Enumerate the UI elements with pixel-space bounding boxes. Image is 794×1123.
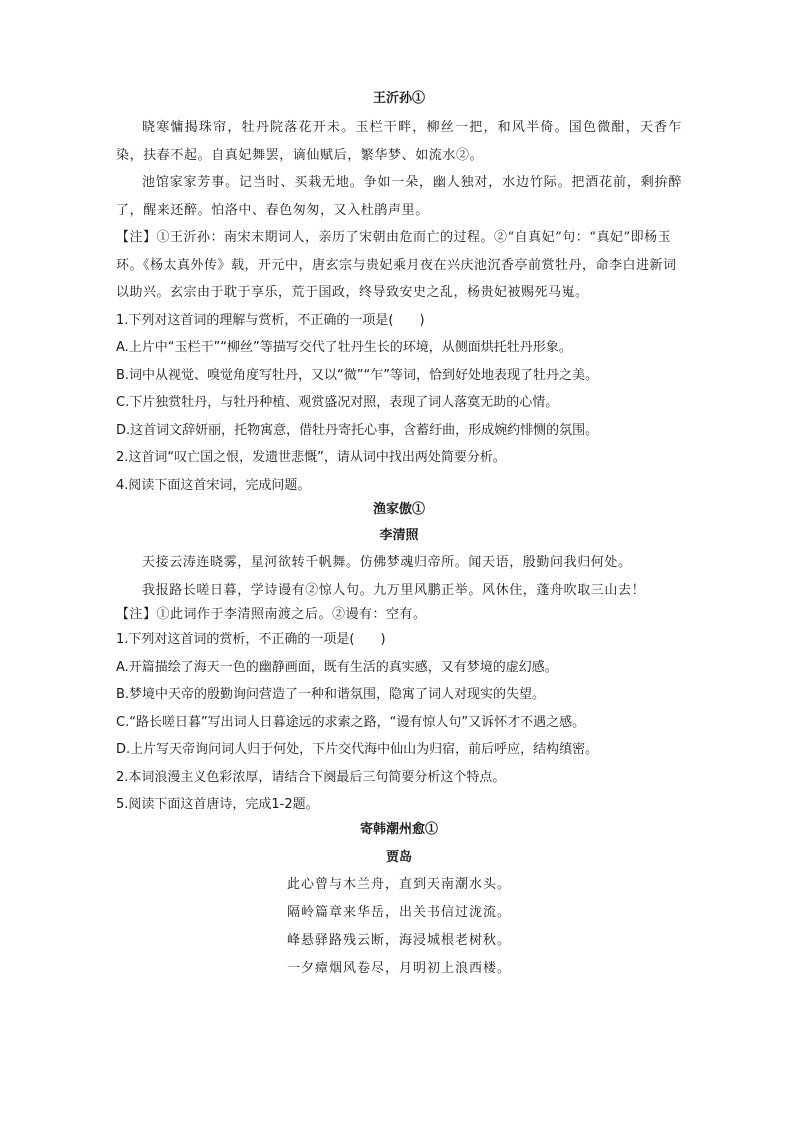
- option-d: D.这首词文辞妍丽，托物寓意，借牡丹寄托心事，含蓄纡曲，形成婉约悱恻的氛围。: [116, 422, 599, 438]
- section-intro: 5.阅读下面这首唐诗，完成1-2题。: [116, 797, 319, 812]
- poem3-line: 此心曾与木兰舟，直到天南潮水头。: [286, 876, 511, 892]
- poem1-line: 池馆家家芳事。记当时、买栽无地。争如一朵，幽人独对，水边竹际。把酒花前，剩拚醉了，醒来还醉。怕洛中、春色匆匆，又入杜鹃声里。: [116, 175, 682, 218]
- section-intro: 4.阅读下面这首宋词，完成问题。: [116, 477, 311, 493]
- option-b: B.梦境中天帝的殷勤询问营造了一种和谐氛围，隐寓了词人对现实的失望。: [116, 687, 546, 702]
- poem1-note: 【注】①王沂孙：南宋末期词人，亲历了宋朝由危而亡的过程。②“自真妃”句：“真妃”即杨玉环。《杨太真外传》载，开元中，唐玄宗与贵妃乘月夜在兴庆池沉香亭前赏牡丹，命李白进新词以助兴。玄宗由于耽于享乐，荒于国政，终导致安史之乱，杨贵妃被赐死马嵬。: [116, 230, 677, 300]
- poem3-line: 峰悬驿路残云断，海浸城根老树秋。: [286, 932, 511, 948]
- option-c: C.“路长嗟日暮”写出词人日暮途远的求索之路，“谩有惊人句”又诉怀才不遇之感。: [116, 714, 586, 730]
- poem3-line: 一夕瘴烟风卷尽，月明初上浪西楼。: [286, 960, 511, 976]
- poem2-note: 【注】①此词作于李清照南渡之后。②谩有：空有。: [116, 607, 427, 622]
- poem2-line: 我报路长嗟日暮，学诗谩有②惊人句。九万里风鹏正举。风休住，蓬舟吹取三山去！: [142, 582, 646, 598]
- section4: [116, 472, 682, 792]
- option-a: A.开篇描绘了海天一色的幽静画面，既有生活的真实感，又有梦境的虚幻感。: [116, 659, 558, 675]
- option-d: D.上片写天帝询问词人归于何处，下片交代海中仙山为归宿，前后呼应，结构缜密。: [116, 742, 599, 757]
- poem1-title: 王沂孙①: [372, 91, 425, 106]
- poem2-author: 李清照: [379, 528, 419, 543]
- poem3-line: 隔岭篇章来华岳，出关书信过泷流。: [286, 904, 511, 920]
- question: 1.下列对这首词的理解与赏析，不正确的一项是( ): [116, 312, 425, 328]
- question: 2.这首词“叹亡国之恨，发遗世悲慨”，请从词中找出两处简要分析。: [116, 450, 506, 465]
- question: 1.下列对这首词的赏析，不正确的一项是( ): [116, 632, 386, 647]
- poem1-section: [116, 90, 682, 472]
- option-c: C.下片独赏牡丹，与牡丹种植、观赏盛况对照，表现了词人落寞无助的心情。: [116, 395, 559, 410]
- document-page: [116, 90, 682, 983]
- poem2-line: 天接云涛连晓雾，星河欲转千帆舞。仿佛梦魂归帝所。闻天语，殷勤问我归何处。: [142, 555, 632, 570]
- poem1-line: 晓寒慵揭珠帘，牡丹院落花开未。玉栏干畔，柳丝一把，和风半倚。国色微酣，天香乍染，扶春不起。自真妃舞罢，谪仙赋后，繁华梦、如流水②。: [116, 120, 682, 163]
- option-a: A.上片中“玉栏干”“柳丝”等描写交代了牡丹生长的环境，从侧面烘托牡丹形象。: [116, 340, 572, 355]
- poem3-title: 寄韩潮州愈①: [359, 821, 438, 837]
- question: 2.本词浪漫主义色彩浓厚，请结合下阕最后三句简要分析这个特点。: [116, 769, 506, 785]
- section5: [116, 791, 682, 983]
- option-b: B.词中从视觉、嗅觉角度写牡丹，又以“微”“乍”等词，恰到好处地表现了牡丹之美。: [116, 367, 598, 383]
- poem2-title: 渔家傲①: [372, 502, 425, 517]
- poem3-author: 贾岛: [385, 849, 412, 865]
